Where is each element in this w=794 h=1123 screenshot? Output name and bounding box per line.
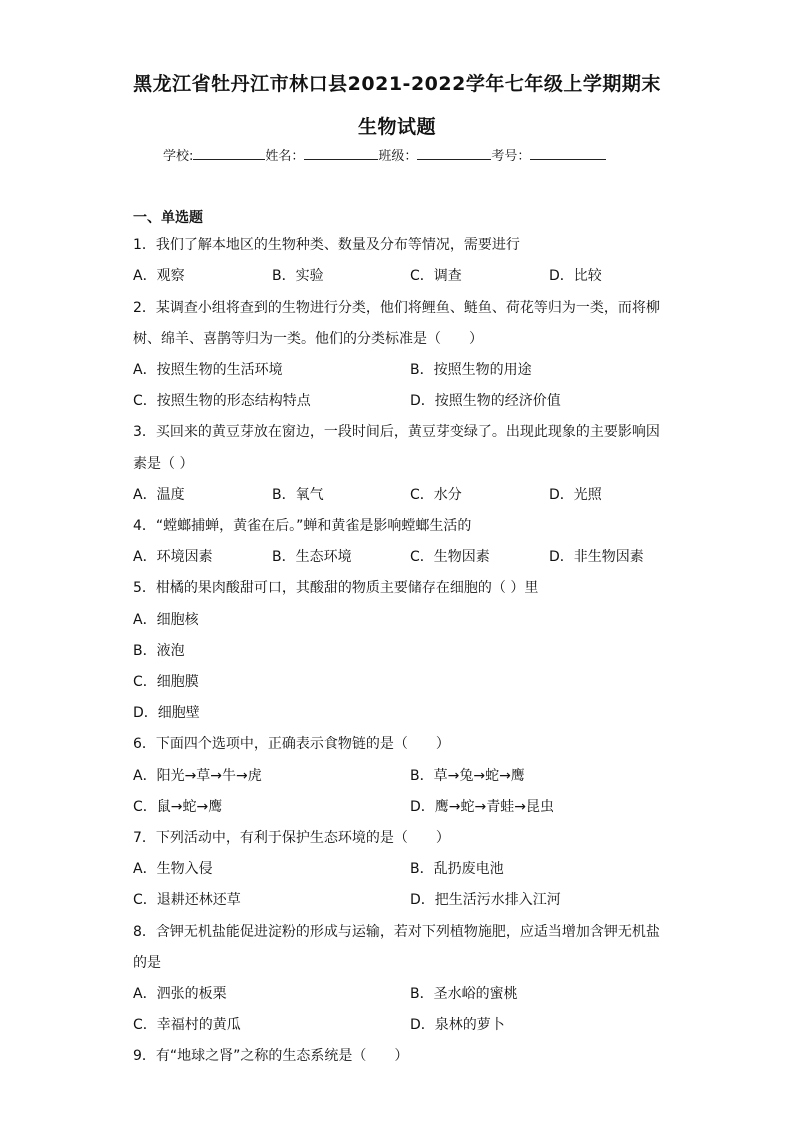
question-1-option-b: B．实验 [272, 268, 324, 284]
question-7-text: 7．下列活动中，有利于保护生态环境的是（ ） [133, 830, 450, 846]
question-1-text: 1．我们了解本地区的生物种类、数量及分布等情况，需要进行 [133, 237, 520, 253]
question-5-option-c: C．细胞膜 [133, 674, 199, 690]
question-8-option-d: D．泉林的萝卜 [410, 1017, 505, 1033]
question-1-option-c: C．调查 [410, 268, 462, 284]
school-blank [193, 147, 265, 160]
question-7-option-d: D．把生活污水排入江河 [410, 892, 561, 908]
question-3-option-b: B．氧气 [272, 487, 324, 503]
question-6-option-b: B．草→兔→蛇→鹰 [410, 768, 525, 784]
question-1-option-d: D．比较 [549, 268, 602, 284]
question-4-option-b: B．生态环境 [272, 549, 352, 565]
question-5-text: 5．柑橘的果肉酸甜可口，其酸甜的物质主要储存在细胞的（ ）里 [133, 580, 539, 596]
question-1-option-a: A．观察 [133, 268, 185, 284]
number-label: 考号： [491, 149, 531, 164]
question-7-option-a: A．生物入侵 [133, 861, 213, 877]
question-5-option-b: B．液泡 [133, 643, 185, 659]
question-8-option-c: C．幸福村的黄瓜 [133, 1017, 241, 1033]
class-blank [417, 147, 491, 160]
question-6-option-a: A．阳光→草→牛→虎 [133, 768, 262, 784]
class-label: 班级： [378, 149, 418, 164]
question-7-option-c: C．退耕还林还草 [133, 892, 241, 908]
question-8-option-a: A．泗张的板栗 [133, 986, 227, 1002]
question-3-option-a: A．温度 [133, 487, 185, 503]
question-2-option-a: A．按照生物的生活环境 [133, 362, 283, 378]
question-6-option-c: C．鼠→蛇→鹰 [133, 799, 223, 815]
question-8-text-line2: 的是 [133, 955, 161, 971]
question-6-option-d: D．鹰→蛇→青蛙→昆虫 [410, 799, 554, 815]
question-3-text-line1: 3．买回来的黄豆芽放在窗边，一段时间后，黄豆芽变绿了。出现此现象的主要影响因 [133, 424, 660, 440]
question-4-option-c: C．生物因素 [410, 549, 490, 565]
number-blank [530, 147, 606, 160]
name-blank [304, 147, 378, 160]
question-9-text: 9．有“地球之肾”之称的生态系统是（ ） [133, 1048, 409, 1064]
question-4-option-d: D．非生物因素 [549, 549, 644, 565]
question-5-option-a: A．细胞核 [133, 612, 199, 628]
question-6-text: 6．下面四个选项中，正确表示食物链的是（ ） [133, 736, 450, 752]
question-2-text-line1: 2．某调查小组将查到的生物进行分类，他们将鲤鱼、鲢鱼、荷花等归为一类，而将柳 [133, 300, 660, 316]
question-2-option-d: D．按照生物的经济价值 [410, 393, 561, 409]
section-title: 一、单选题 [133, 210, 203, 226]
question-8-text-line1: 8．含钾无机盐能促进淀粉的形成与运输，若对下列植物施肥，应适当增加含钾无机盐 [133, 924, 660, 940]
name-label: 姓名： [265, 149, 305, 164]
question-4-option-a: A．环境因素 [133, 549, 213, 565]
question-7-option-b: B．乱扔废电池 [410, 861, 504, 877]
school-label: 学校: [163, 149, 194, 164]
question-2-option-b: B．按照生物的用途 [410, 362, 532, 378]
question-4-text: 4．“螳螂捕蝉，黄雀在后。”蝉和黄雀是影响螳螂生活的 [133, 518, 472, 534]
question-3-text-line2: 素是（ ） [133, 456, 194, 472]
exam-title-line1: 黑龙江省牡丹江市林口县2021-2022学年七年级上学期期末 [133, 73, 661, 95]
question-5-option-d: D．细胞壁 [133, 705, 200, 721]
student-info-row [163, 145, 606, 164]
question-3-option-c: C．水分 [410, 487, 462, 503]
question-3-option-d: D．光照 [549, 487, 602, 503]
exam-title-line2: 生物试题 [357, 116, 436, 138]
question-2-text-line2: 树、绵羊、喜鹊等归为一类。他们的分类标准是（ ） [133, 331, 483, 347]
question-8-option-b: B．圣水峪的蜜桃 [410, 986, 518, 1002]
question-2-option-c: C．按照生物的形态结构特点 [133, 393, 311, 409]
